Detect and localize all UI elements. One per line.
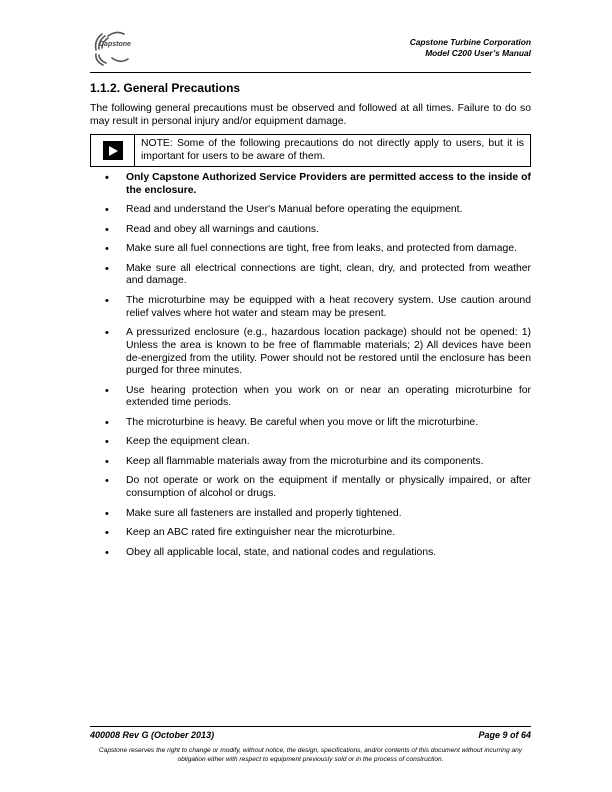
list-item: • A pressurized enclosure (e.g., hazardous location package) should not be opened: 1) Unless the area is known to be free of flammable materials; 2) All devices have been de-energized from the utility. Power should not be restored until the enclosure has been purged for three minutes. xyxy=(90,327,531,378)
list-item: • Keep all flammable materials away from the microturbine and its components. xyxy=(90,456,531,469)
logo-text: Capstone xyxy=(99,41,131,48)
list-item: • Read and obey all warnings and cautions. xyxy=(90,224,531,237)
list-item: • The microturbine is heavy. Be careful when you move or lift the microturbine. xyxy=(90,417,531,430)
list-item: • Read and understand the User's Manual before operating the equipment. xyxy=(90,204,531,217)
note-icon-cell xyxy=(91,135,135,166)
capstone-logo xyxy=(90,28,150,68)
section-title: 1.1.2. General Precautions xyxy=(90,81,241,95)
list-item: • Use hearing protection when you work on or near an operating microturbine for extended time periods. xyxy=(90,385,531,410)
list-item: • Keep the equipment clean. xyxy=(90,436,531,449)
manual-name: Model C200 User’s Manual xyxy=(425,47,531,58)
footer-disclaimer: Capstone reserves the right to change or modify, without notice, the design, specifications, and/or contents of this document without incurring any obligation either with respect to equipment previously sold or in the process of construction. xyxy=(98,747,523,763)
note-box xyxy=(90,134,531,167)
list-item: • Keep an ABC rated fire extinguisher near the microturbine. xyxy=(90,527,531,540)
footer-divider xyxy=(90,726,531,727)
arrow-right-icon xyxy=(103,141,123,160)
precautions-list xyxy=(90,172,531,566)
company-name: Capstone Turbine Corporation xyxy=(409,37,531,47)
list-item: • Make sure all fuel connections are tight, free from leaks, and protected from damage. xyxy=(90,243,531,256)
header-company xyxy=(410,37,531,58)
intro-paragraph: The following general precautions must be observed and followed at all times. Failure to do so may result in personal injury and/or equipment damage. xyxy=(90,103,531,127)
list-item: • Only Capstone Authorized Service Providers are permitted access to the inside of the enclosure. xyxy=(90,172,531,197)
note-text: NOTE: Some of the following precautions do not directly apply to users, but it is important for users to be aware of them. xyxy=(141,138,524,162)
list-item: • The microturbine may be equipped with a heat recovery system. Use caution around relief valves where hot water and steam may be present. xyxy=(90,295,531,320)
document-revision: 400008 Rev G (October 2013) xyxy=(90,730,215,740)
page-number: Page 9 of 64 xyxy=(478,730,531,740)
list-item: • Do not operate or work on the equipment if mentally or physically impaired, or after consumption of alcohol or drugs. xyxy=(90,475,531,500)
list-item: • Make sure all electrical connections are tight, clean, dry, and protected from weather and damage. xyxy=(90,263,531,288)
page-header xyxy=(90,28,531,73)
list-item: • Obey all applicable local, state, and national codes and regulations. xyxy=(90,547,531,560)
list-item: • Make sure all fasteners are installed and properly tightened. xyxy=(90,508,531,521)
